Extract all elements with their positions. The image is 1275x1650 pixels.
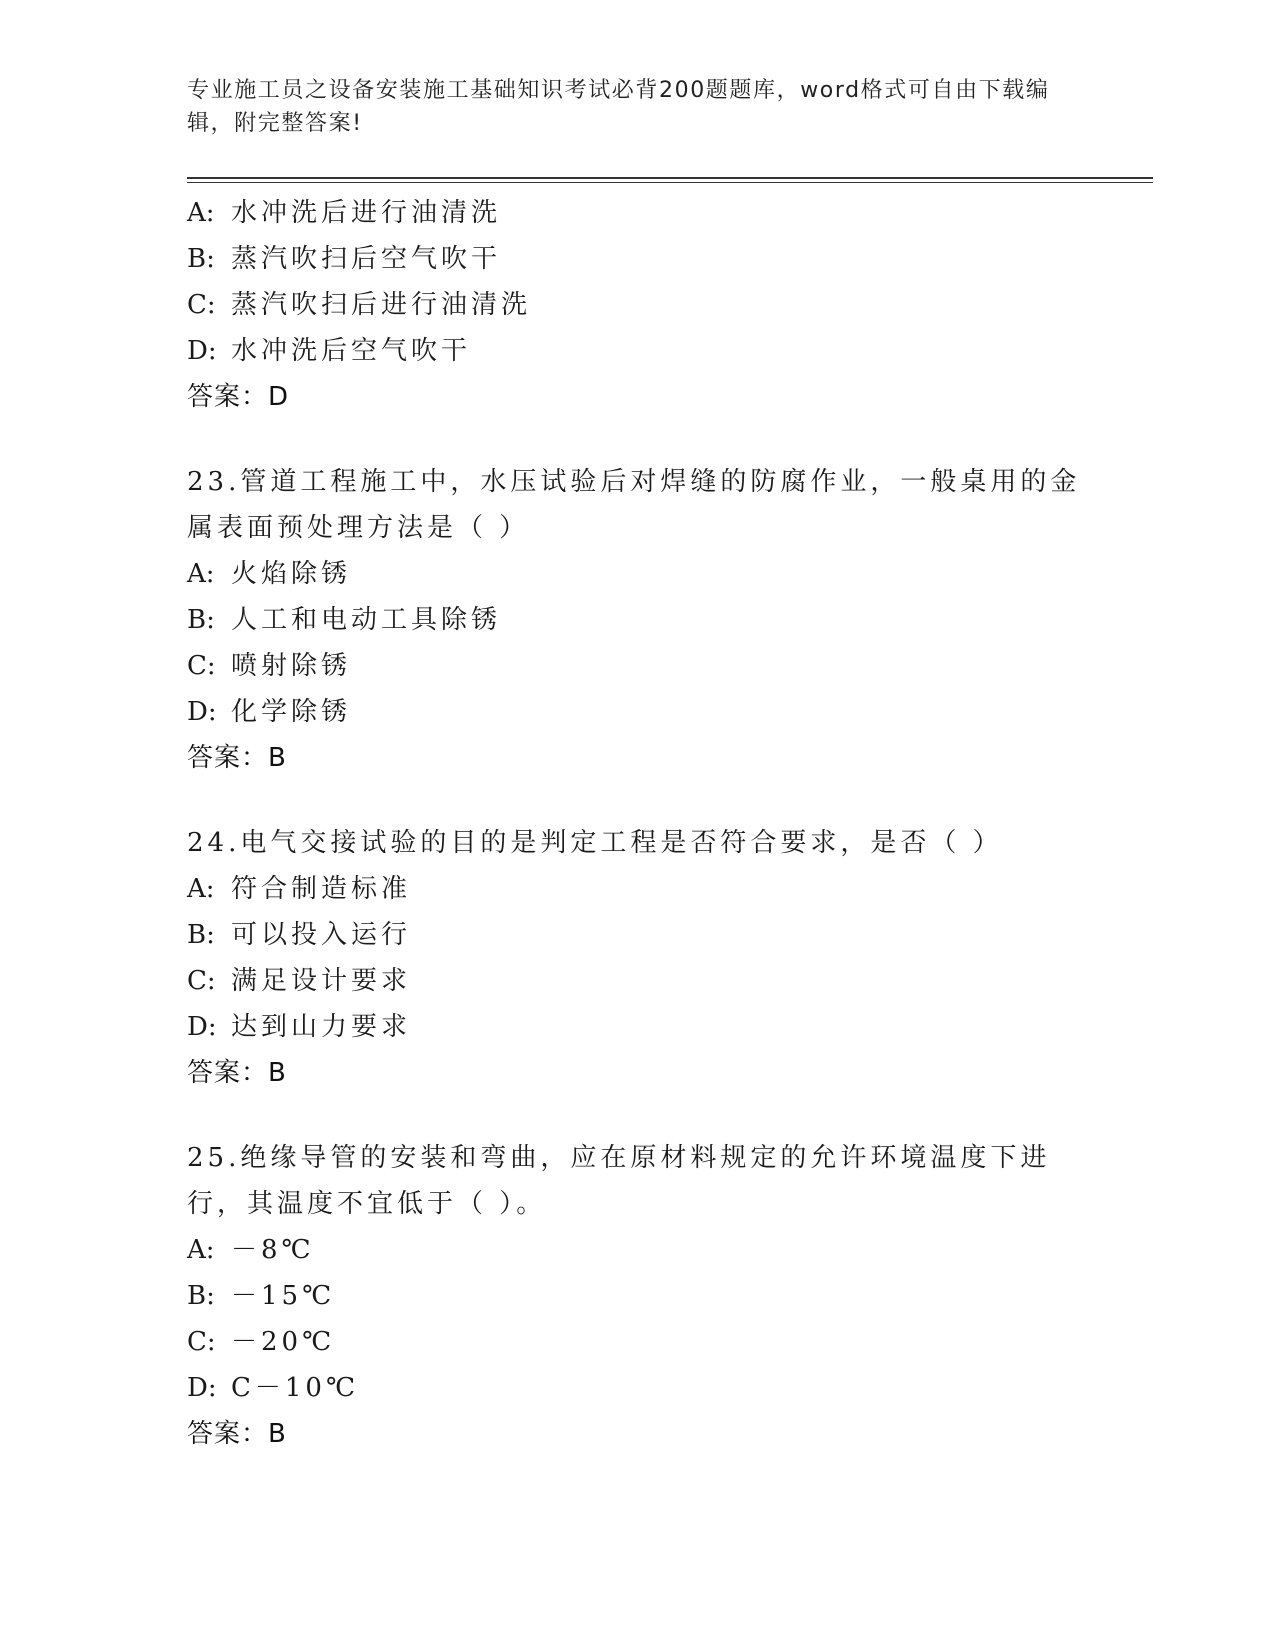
option-d — [187, 1365, 1087, 1411]
option-a — [187, 190, 1087, 236]
option-d — [187, 689, 1087, 735]
header-divider-thin — [187, 182, 1153, 183]
option-key: B: — [187, 920, 215, 950]
option-text: C－10℃ — [231, 1373, 360, 1403]
question-23 — [187, 459, 1087, 781]
option-text: 蒸汽吹扫后进行油清洗 — [231, 290, 532, 320]
spacer — [187, 420, 1087, 459]
question-stem: 23.管道工程施工中，水压试验后对焊缝的防腐作业，一般桌用的金属表面预处理方法是（ ） — [187, 467, 1081, 543]
question-25 — [187, 1135, 1087, 1457]
option-key: D: — [187, 1373, 217, 1403]
option-key: D: — [187, 1012, 217, 1042]
option-c — [187, 282, 1087, 328]
question-stem: 24.电气交接试验的目的是判定工程是否符合要求，是否（ ） — [187, 828, 1003, 858]
option-text: 水冲洗后空气吹干 — [231, 336, 472, 366]
option-text: 水冲洗后进行油清洗 — [231, 198, 502, 228]
option-key: D: — [187, 697, 217, 727]
option-key: C: — [187, 290, 216, 320]
option-key: B: — [187, 244, 215, 274]
document-header: 专业施工员之设备安装施工基础知识考试必背200题题库，word格式可自由下载编辑，附完整答案! — [187, 78, 1050, 136]
option-d — [187, 1004, 1087, 1050]
option-text: 符合制造标准 — [231, 874, 412, 904]
option-c — [187, 958, 1087, 1004]
answer-line: 答案：B — [187, 743, 287, 773]
option-a — [187, 551, 1087, 597]
option-b — [187, 236, 1087, 282]
option-b — [187, 597, 1087, 643]
option-c — [187, 643, 1087, 689]
option-key: B: — [187, 605, 215, 635]
spacer — [187, 1096, 1087, 1135]
option-a — [187, 1227, 1087, 1273]
option-text: 达到山力要求 — [231, 1012, 412, 1042]
option-text: 火焰除锈 — [231, 559, 352, 589]
option-c — [187, 1319, 1087, 1365]
option-text: 可以投入运行 — [231, 920, 412, 950]
option-text: 喷射除锈 — [231, 651, 352, 681]
option-key: A: — [187, 559, 215, 589]
option-b — [187, 1273, 1087, 1319]
question-list — [187, 190, 1087, 1457]
option-a — [187, 866, 1087, 912]
option-text: －15℃ — [231, 1281, 336, 1311]
option-key: A: — [187, 874, 215, 904]
option-text: －8℃ — [231, 1235, 315, 1265]
question-22-fragment — [187, 190, 1087, 420]
answer-line: 答案：B — [187, 1058, 287, 1088]
option-key: C: — [187, 651, 216, 681]
option-key: C: — [187, 1327, 216, 1357]
answer-line: 答案：B — [187, 1419, 287, 1449]
option-text: 人工和电动工具除锈 — [231, 605, 502, 635]
question-24 — [187, 820, 1087, 1096]
answer-line: 答案：D — [187, 382, 290, 412]
option-key: C: — [187, 966, 216, 996]
option-text: 蒸汽吹扫后空气吹干 — [231, 244, 502, 274]
option-text: －20℃ — [231, 1327, 336, 1357]
header-divider — [187, 177, 1153, 179]
option-key: A: — [187, 198, 215, 228]
option-key: B: — [187, 1281, 215, 1311]
option-key: A: — [187, 1235, 215, 1265]
option-b — [187, 912, 1087, 958]
option-text: 满足设计要求 — [231, 966, 412, 996]
spacer — [187, 781, 1087, 820]
option-text: 化学除锈 — [231, 697, 352, 727]
option-key: D: — [187, 336, 217, 366]
option-d — [187, 328, 1087, 374]
question-stem: 25.绝缘导管的安装和弯曲，应在原材料规定的允许环境温度下进行，其温度不宜低于（ ）。 — [187, 1143, 1051, 1219]
